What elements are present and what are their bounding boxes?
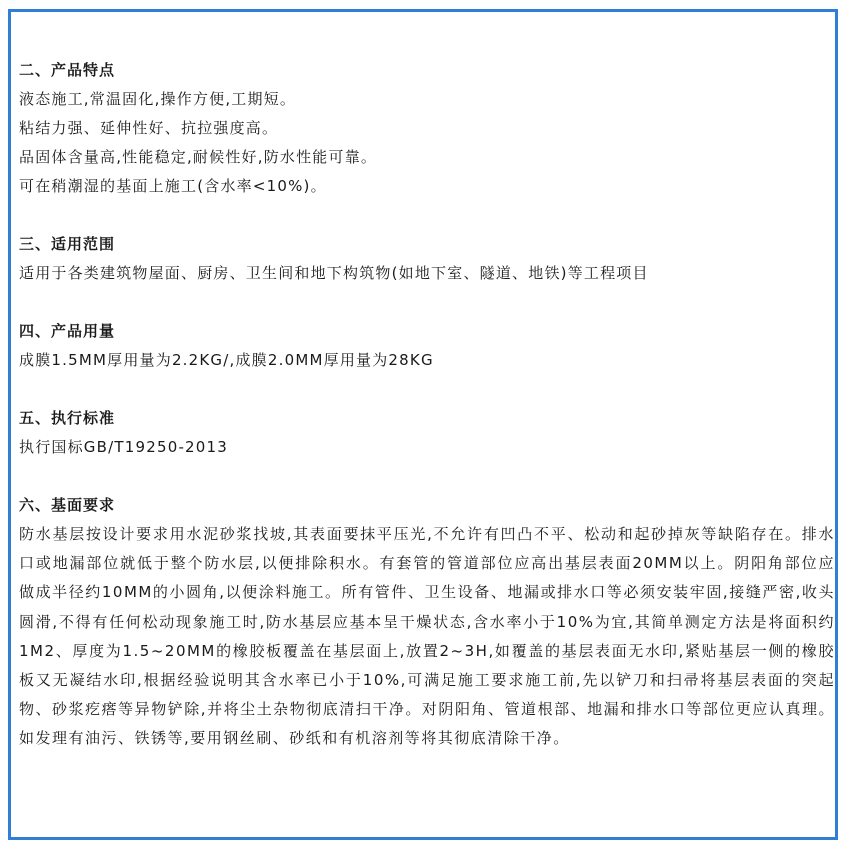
section-substrate <box>19 491 835 754</box>
section-title: 六、基面要求 <box>19 496 116 514</box>
section-title: 三、适用范围 <box>19 235 116 253</box>
section-title: 五、执行标准 <box>19 409 116 427</box>
text-line: 粘结力强、延伸性好、抗拉强度高。 <box>19 119 279 137</box>
section-standard <box>19 404 835 462</box>
section-features <box>19 56 835 201</box>
document-frame <box>8 9 838 840</box>
text-line: 成膜1.5MM厚用量为2.2KG/,成膜2.0MM厚用量为28KG <box>19 351 434 369</box>
section-title: 四、产品用量 <box>19 322 116 340</box>
section-dosage <box>19 317 835 375</box>
text-line: 可在稍潮湿的基面上施工(含水率<10%)。 <box>19 177 327 195</box>
section-scope <box>19 230 835 288</box>
text-line: 液态施工,常温固化,操作方便,工期短。 <box>19 90 297 108</box>
text-paragraph: 防水基层按设计要求用水泥砂浆找坡,其表面要抹平压光,不允许有凹凸不平、松动和起砂掉灰等缺陷存在。排水口或地漏部位就低于整个防水层,以便排除积水。有套管的管道部位应高出基层表面20MM以上。阴阳角部位应做成半径约10MM的小圆角,以便涂料施工。所有管件、卫生设备、地漏或排水口等必须安装牢固,接缝严密,收头圆滑,不得有任何松动现象施工时,防水基层应基本呈干燥状态,含水率小于10%为宜,其简单测定方法是将面积约1M2、厚度为1.5~20MM的橡胶板覆盖在基层面上,放置2~3H,如覆盖的基层表面无水印,紧贴基层一侧的橡胶板又无凝结水印,根据经验说明其含水率已小于10%,可满足施工要求施工前,先以铲刀和扫帚将基层表面的突起物、砂浆疙瘩等异物铲除,并将尘土杂物彻底清扫干净。对阴阳角、管道根部、地漏和排水口等部位更应认真理。如发理有油污、铁锈等,要用钢丝刷、砂纸和有机溶剂等将其彻底清除干净。 <box>19 525 835 748</box>
document-content <box>19 56 835 754</box>
section-title: 二、产品特点 <box>19 61 116 79</box>
text-line: 执行国标GB/T19250-2013 <box>19 438 229 456</box>
text-line: 适用于各类建筑物屋面、厨房、卫生间和地下构筑物(如地下室、隧道、地铁)等工程项目 <box>19 264 649 282</box>
text-line: 品固体含量高,性能稳定,耐候性好,防水性能可靠。 <box>19 148 378 166</box>
